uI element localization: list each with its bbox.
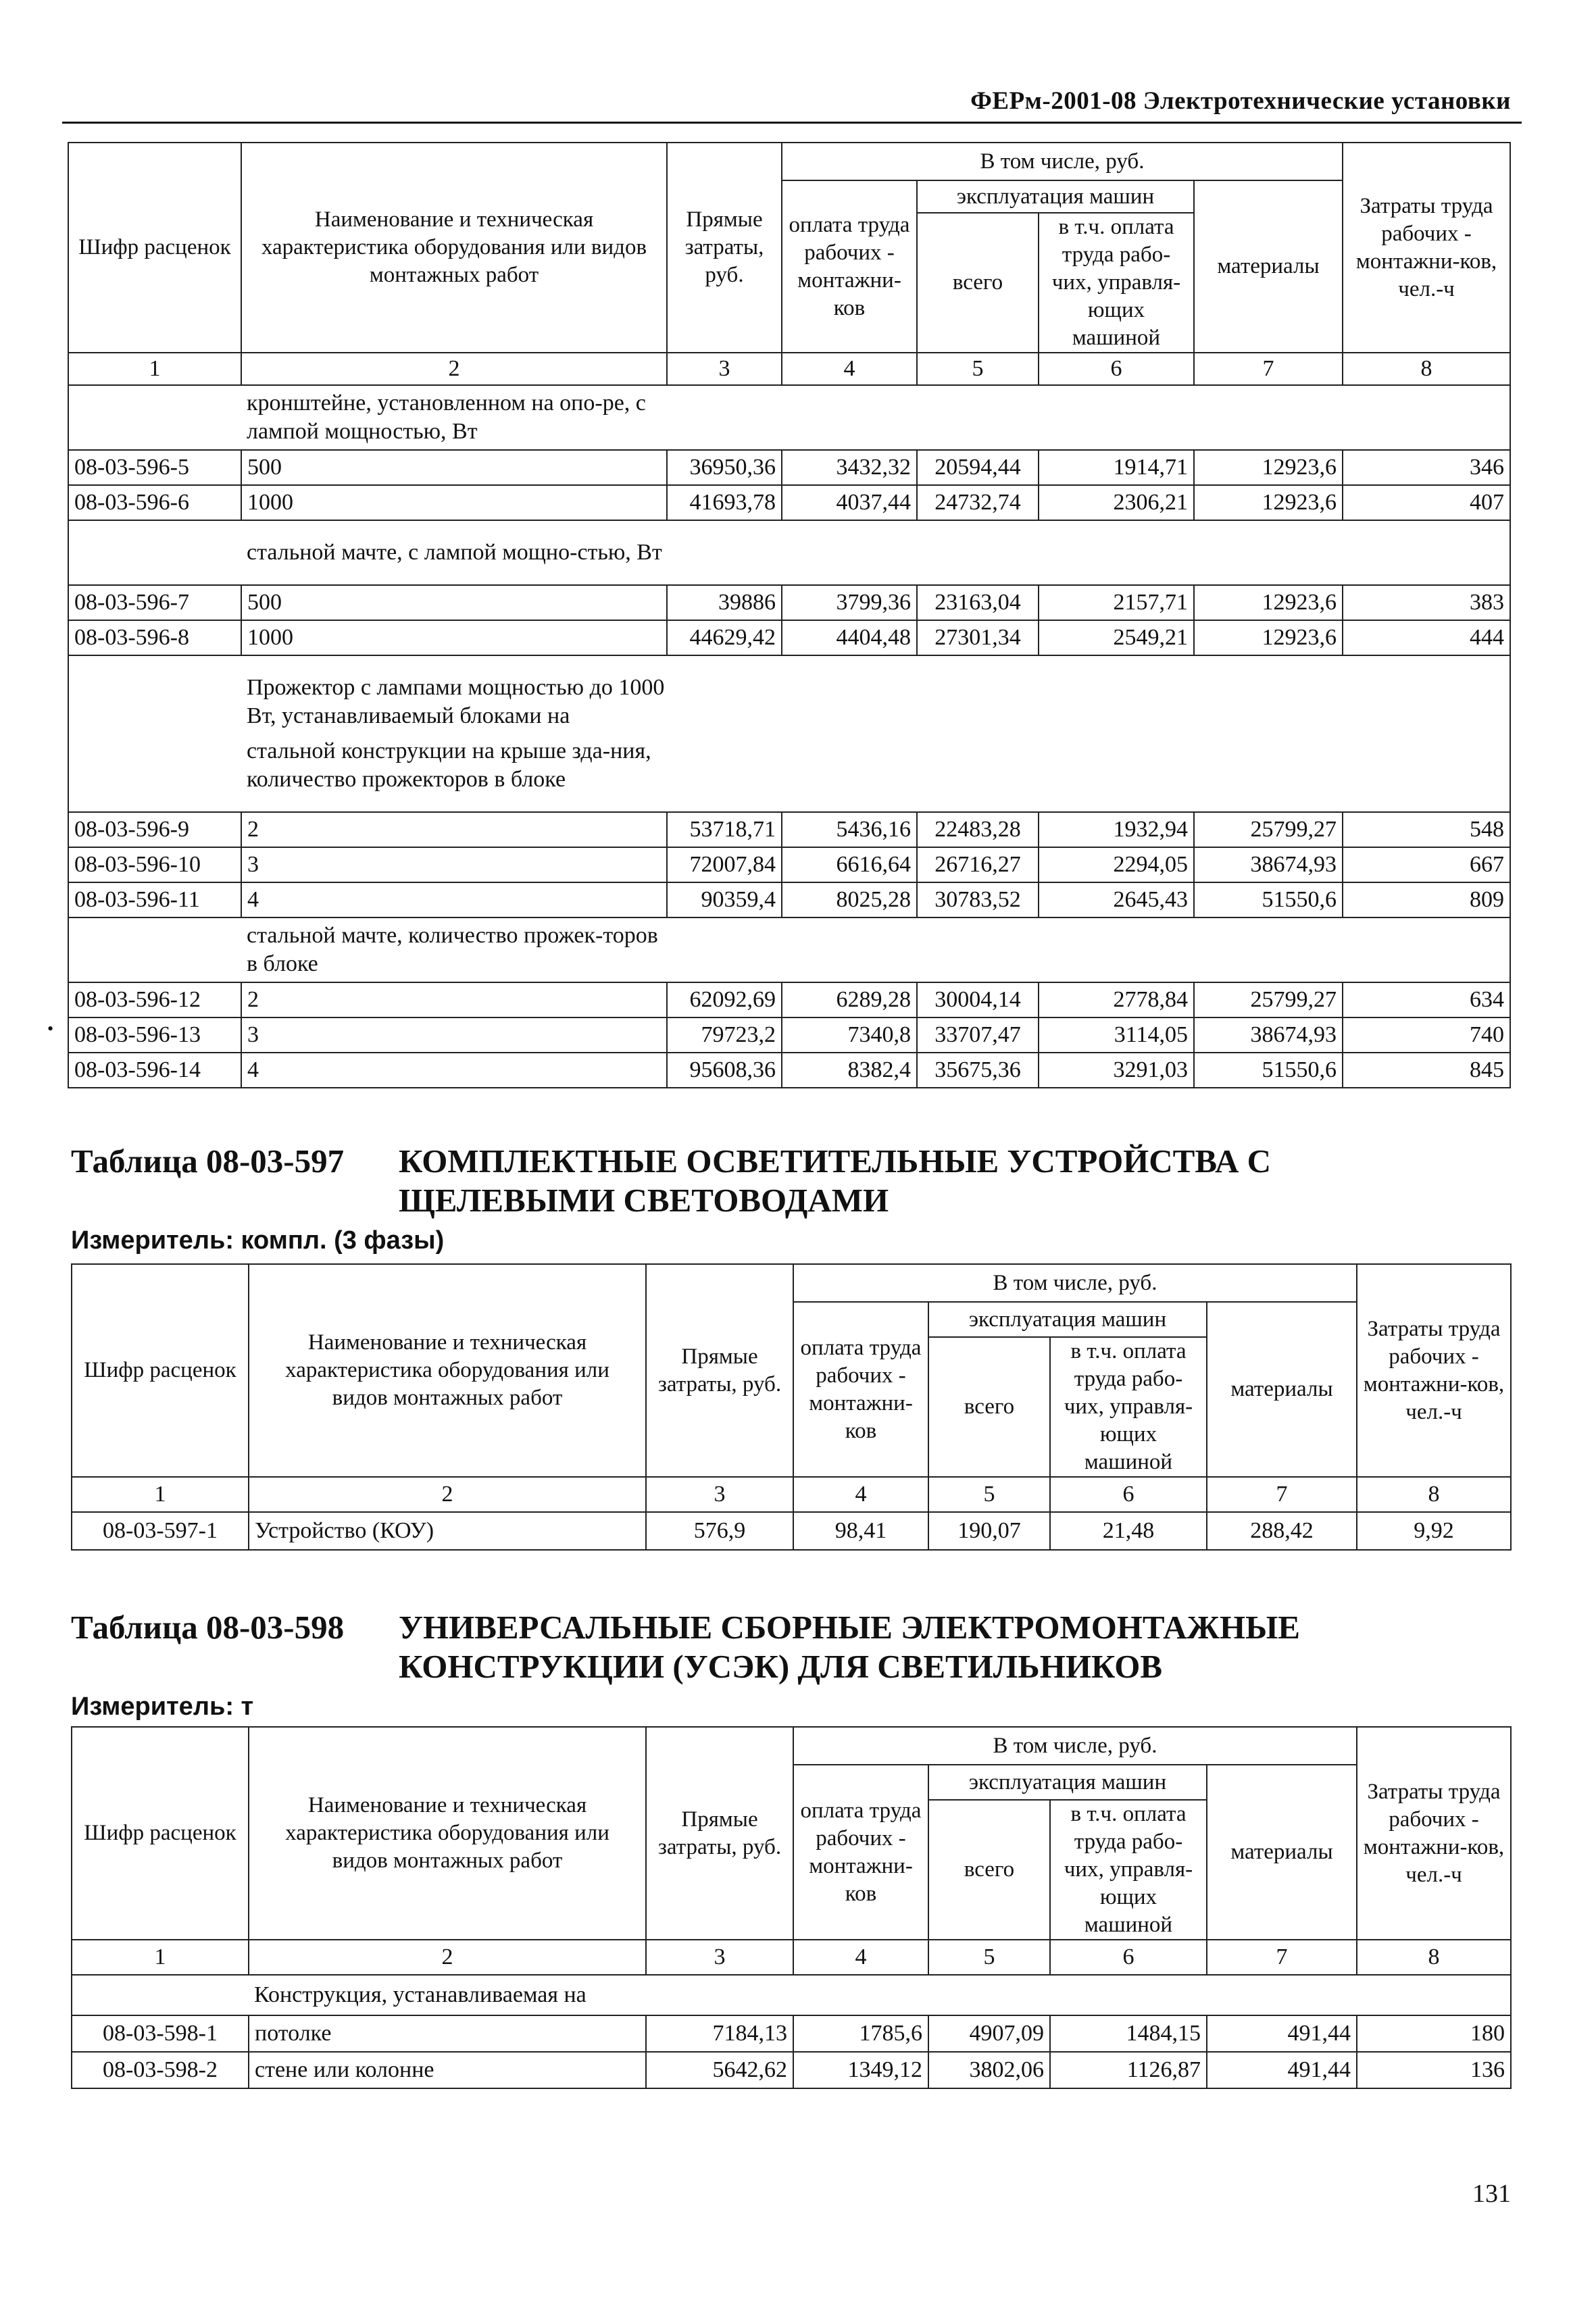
labor-hours: 809 <box>1343 882 1510 917</box>
wages-cost: 4404,48 <box>782 620 917 655</box>
table-row <box>68 1017 1510 1053</box>
direct-cost: 62092,69 <box>667 982 782 1017</box>
machines-total: 3802,06 <box>928 2052 1050 2088</box>
work-name: 2 <box>241 812 667 847</box>
running-header: ФЕРм-2001-08 Электротехнические установки <box>970 87 1511 115</box>
machines-total: 30783,52 <box>917 882 1039 917</box>
machines-wages: 21,48 <box>1050 1512 1207 1550</box>
group-title-row <box>68 917 1510 982</box>
labor-hours: 845 <box>1343 1053 1510 1088</box>
table-title: УНИВЕРСАЛЬНЫЕ СБОРНЫЕ ЭЛЕКТРОМОНТАЖНЫЕ КОНСТРУКЦИИ (УСЭК) ДЛЯ СВЕТИЛЬНИКОВ <box>399 1609 1300 1685</box>
direct-cost: 72007,84 <box>667 847 782 882</box>
labor-hours: 346 <box>1343 450 1510 485</box>
work-name: 2 <box>241 982 667 1017</box>
machines-total: 23163,04 <box>917 585 1039 620</box>
materials-cost: 51550,6 <box>1194 882 1343 917</box>
work-name: 1000 <box>241 620 667 655</box>
machines-total: 20594,44 <box>917 450 1039 485</box>
materials-cost: 12923,6 <box>1194 485 1343 520</box>
col-number: 2 <box>241 353 667 385</box>
work-name: 3 <box>241 847 667 882</box>
table-row <box>72 2052 1511 2088</box>
table-row <box>68 847 1510 882</box>
col-number: 4 <box>793 1477 928 1512</box>
group-title: стальной мачте, с лампой мощно-стью, Вт <box>241 520 1510 585</box>
wages-cost: 8025,28 <box>782 882 917 917</box>
machines-wages: 3291,03 <box>1039 1053 1194 1088</box>
col-number: 6 <box>1050 1477 1207 1512</box>
group-title: стальной мачте, количество прожек-торов в блоке <box>241 917 1510 982</box>
header-rule <box>62 122 1522 124</box>
materials-cost: 491,44 <box>1207 2052 1357 2088</box>
direct-cost: 39886 <box>667 585 782 620</box>
work-name: 1000 <box>241 485 667 520</box>
work-name: 4 <box>241 1053 667 1088</box>
labor-hours: 444 <box>1343 620 1510 655</box>
labor-hours: 180 <box>1357 2015 1511 2052</box>
materials-cost: 51550,6 <box>1194 1053 1343 1088</box>
col-name: Наименование и техническая характеристика оборудования или видов монтажных работ <box>249 1727 646 1940</box>
col-name: Наименование и техническая характеристика оборудования или видов монтажных работ <box>241 143 667 353</box>
col-number: 3 <box>646 1940 793 1975</box>
materials-cost: 38674,93 <box>1194 847 1343 882</box>
price-table-596 <box>68 142 1511 1088</box>
machines-total: 33707,47 <box>917 1017 1039 1053</box>
wages-cost: 3799,36 <box>782 585 917 620</box>
col-number: 6 <box>1050 1940 1207 1975</box>
col-machines: эксплуатация машин <box>928 1765 1207 1800</box>
col-number: 8 <box>1343 353 1510 385</box>
labor-hours: 740 <box>1343 1017 1510 1053</box>
table-row <box>68 485 1510 520</box>
col-number: 4 <box>782 353 917 385</box>
wages-cost: 1785,6 <box>793 2015 928 2052</box>
wages-cost: 8382,4 <box>782 1053 917 1088</box>
table-row <box>72 1512 1511 1550</box>
col-number: 5 <box>928 1940 1050 1975</box>
work-name: стене или колонне <box>249 2052 646 2088</box>
price-table-597 <box>71 1263 1512 1551</box>
direct-cost: 90359,4 <box>667 882 782 917</box>
page-number: 131 <box>1472 2180 1511 2208</box>
col-wages: оплата труда рабочих - монтажни-ков <box>793 1765 928 1940</box>
materials-cost: 288,42 <box>1207 1512 1357 1550</box>
rate-code: 08-03-596-6 <box>68 485 241 520</box>
col-number: 1 <box>72 1477 249 1512</box>
machines-total: 4907,09 <box>928 2015 1050 2052</box>
direct-cost: 576,9 <box>646 1512 793 1550</box>
col-number: 2 <box>249 1477 646 1512</box>
rate-code: 08-03-596-14 <box>68 1053 241 1088</box>
rate-code: 08-03-598-2 <box>72 2052 249 2088</box>
col-number: 4 <box>793 1940 928 1975</box>
machines-wages: 2157,71 <box>1039 585 1194 620</box>
rate-code: 08-03-597-1 <box>72 1512 249 1550</box>
group-title-row <box>72 1975 1511 2015</box>
labor-hours: 136 <box>1357 2052 1511 2088</box>
col-number: 1 <box>72 1940 249 1975</box>
scan-dot: • <box>47 1019 54 1038</box>
work-name: 500 <box>241 585 667 620</box>
col-mach-wages: в т.ч. оплата труда рабо-чих, управля-ющих машиной <box>1039 213 1194 353</box>
wages-cost: 4037,44 <box>782 485 917 520</box>
machines-total: 27301,34 <box>917 620 1039 655</box>
col-number: 1 <box>68 353 241 385</box>
direct-cost: 36950,36 <box>667 450 782 485</box>
group-title: Прожектор с лампами мощностью до 1000 Вт, устанавливаемый блоками на стальной конструкции на крыше зда-ния, количество прожекторов в блоке <box>241 655 1510 812</box>
rate-code: 08-03-596-12 <box>68 982 241 1017</box>
labor-hours: 407 <box>1343 485 1510 520</box>
labor-hours: 383 <box>1343 585 1510 620</box>
col-number: 8 <box>1357 1940 1511 1975</box>
labor-hours: 548 <box>1343 812 1510 847</box>
column-numbers-row <box>68 353 1510 385</box>
materials-cost: 12923,6 <box>1194 585 1343 620</box>
col-number: 7 <box>1207 1477 1357 1512</box>
machines-wages: 3114,05 <box>1039 1017 1194 1053</box>
machines-wages: 2778,84 <box>1039 982 1194 1017</box>
machines-total: 26716,27 <box>917 847 1039 882</box>
col-code: Шифр расценок <box>68 143 241 353</box>
rate-code: 08-03-596-8 <box>68 620 241 655</box>
table-row <box>68 620 1510 655</box>
materials-cost: 12923,6 <box>1194 620 1343 655</box>
col-materials: материалы <box>1207 1302 1357 1477</box>
table-row <box>68 450 1510 485</box>
machines-wages: 1932,94 <box>1039 812 1194 847</box>
wages-cost: 6616,64 <box>782 847 917 882</box>
table-row <box>72 2015 1511 2052</box>
price-table-598 <box>71 1726 1512 2089</box>
col-code: Шифр расценок <box>72 1264 249 1477</box>
group-title-row <box>68 385 1510 450</box>
direct-cost: 79723,2 <box>667 1017 782 1053</box>
wages-cost: 98,41 <box>793 1512 928 1550</box>
col-mach-wages: в т.ч. оплата труда рабо-чих, управля-ющих машиной <box>1050 1800 1207 1940</box>
labor-hours: 667 <box>1343 847 1510 882</box>
measure-unit: Измеритель: т <box>71 1692 254 1721</box>
col-mach-wages: в т.ч. оплата труда рабо-чих, управля-ющих машиной <box>1050 1337 1207 1477</box>
col-direct: Прямые затраты, руб. <box>646 1264 793 1477</box>
col-incl: В том числе, руб. <box>782 143 1343 180</box>
col-mach-total: всего <box>928 1800 1050 1940</box>
table-number: Таблица 08-03-598 <box>71 1609 345 1646</box>
machines-total: 30004,14 <box>917 982 1039 1017</box>
labor-hours: 9,92 <box>1357 1512 1511 1550</box>
col-materials: материалы <box>1194 180 1343 353</box>
table-row <box>68 1053 1510 1088</box>
machines-wages: 1126,87 <box>1050 2052 1207 2088</box>
wages-cost: 1349,12 <box>793 2052 928 2088</box>
rate-code: 08-03-596-5 <box>68 450 241 485</box>
col-labor: Затраты труда рабочих - монтажни-ков, чел.-ч <box>1357 1727 1511 1940</box>
direct-cost: 53718,71 <box>667 812 782 847</box>
table-number: Таблица 08-03-597 <box>71 1142 345 1180</box>
col-direct: Прямые затраты, руб. <box>667 143 782 353</box>
direct-cost: 44629,42 <box>667 620 782 655</box>
group-title-row <box>68 655 1510 812</box>
col-mach-total: всего <box>917 213 1039 353</box>
col-number: 5 <box>928 1477 1050 1512</box>
machines-wages: 1914,71 <box>1039 450 1194 485</box>
col-number: 7 <box>1207 1940 1357 1975</box>
materials-cost: 25799,27 <box>1194 812 1343 847</box>
group-title-continued: стальной конструкции на крыше зда-ния, количество прожекторов в блоке <box>247 738 651 792</box>
machines-wages: 2549,21 <box>1039 620 1194 655</box>
table-title: КОМПЛЕКТНЫЕ ОСВЕТИТЕЛЬНЫЕ УСТРОЙСТВА С ЩЕЛЕВЫМИ СВЕТОВОДАМИ <box>399 1142 1271 1219</box>
measure-unit: Измеритель: компл. (3 фазы) <box>71 1226 445 1255</box>
col-wages: оплата труда рабочих - монтажни-ков <box>793 1302 928 1477</box>
col-labor: Затраты труда рабочих - монтажни-ков, чел.-ч <box>1343 143 1510 353</box>
col-number: 7 <box>1194 353 1343 385</box>
machines-total: 22483,28 <box>917 812 1039 847</box>
col-number: 6 <box>1039 353 1194 385</box>
materials-cost: 25799,27 <box>1194 982 1343 1017</box>
machines-total: 35675,36 <box>917 1053 1039 1088</box>
work-name: 3 <box>241 1017 667 1053</box>
col-direct: Прямые затраты, руб. <box>646 1727 793 1940</box>
work-name: Устройство (КОУ) <box>249 1512 646 1550</box>
materials-cost: 491,44 <box>1207 2015 1357 2052</box>
wages-cost: 7340,8 <box>782 1017 917 1053</box>
table-row <box>68 812 1510 847</box>
direct-cost: 95608,36 <box>667 1053 782 1088</box>
table-597-heading <box>71 1142 1510 1223</box>
col-labor: Затраты труда рабочих - монтажни-ков, чел.-ч <box>1357 1264 1511 1477</box>
col-number: 5 <box>917 353 1039 385</box>
rate-code: 08-03-596-10 <box>68 847 241 882</box>
col-number: 8 <box>1357 1477 1511 1512</box>
col-number: 3 <box>667 353 782 385</box>
col-code: Шифр расценок <box>72 1727 249 1940</box>
machines-wages: 2294,05 <box>1039 847 1194 882</box>
col-number: 3 <box>646 1477 793 1512</box>
col-wages: оплата труда рабочих - монтажни-ков <box>782 180 917 353</box>
wages-cost: 3432,32 <box>782 450 917 485</box>
col-name: Наименование и техническая характеристика оборудования или видов монтажных работ <box>249 1264 646 1477</box>
col-incl: В том числе, руб. <box>793 1727 1357 1765</box>
direct-cost: 41693,78 <box>667 485 782 520</box>
direct-cost: 5642,62 <box>646 2052 793 2088</box>
rate-code: 08-03-596-7 <box>68 585 241 620</box>
col-number: 2 <box>249 1940 646 1975</box>
machines-total: 190,07 <box>928 1512 1050 1550</box>
group-title: Конструкция, устанавливаемая на <box>249 1975 1511 2015</box>
table-row <box>68 982 1510 1017</box>
rate-code: 08-03-596-11 <box>68 882 241 917</box>
materials-cost: 38674,93 <box>1194 1017 1343 1053</box>
table-598-heading <box>71 1608 1510 1689</box>
machines-wages: 1484,15 <box>1050 2015 1207 2052</box>
work-name: 500 <box>241 450 667 485</box>
machines-total: 24732,74 <box>917 485 1039 520</box>
table-row <box>68 882 1510 917</box>
machines-wages: 2306,21 <box>1039 485 1194 520</box>
col-mach-total: всего <box>928 1337 1050 1477</box>
rate-code: 08-03-596-13 <box>68 1017 241 1053</box>
col-incl: В том числе, руб. <box>793 1264 1357 1302</box>
group-title: кронштейне, установленном на опо-ре, с лампой мощностью, Вт <box>241 385 1510 450</box>
column-numbers-row <box>72 1477 1511 1512</box>
machines-wages: 2645,43 <box>1039 882 1194 917</box>
col-materials: материалы <box>1207 1765 1357 1940</box>
col-machines: эксплуатация машин <box>928 1302 1207 1337</box>
wages-cost: 5436,16 <box>782 812 917 847</box>
col-machines: эксплуатация машин <box>917 180 1194 213</box>
column-numbers-row <box>72 1940 1511 1975</box>
labor-hours: 634 <box>1343 982 1510 1017</box>
materials-cost: 12923,6 <box>1194 450 1343 485</box>
table-header <box>68 143 1510 385</box>
rate-code: 08-03-596-9 <box>68 812 241 847</box>
group-title-row <box>68 520 1510 585</box>
wages-cost: 6289,28 <box>782 982 917 1017</box>
table-row <box>68 585 1510 620</box>
direct-cost: 7184,13 <box>646 2015 793 2052</box>
work-name: 4 <box>241 882 667 917</box>
work-name: потолке <box>249 2015 646 2052</box>
rate-code: 08-03-598-1 <box>72 2015 249 2052</box>
